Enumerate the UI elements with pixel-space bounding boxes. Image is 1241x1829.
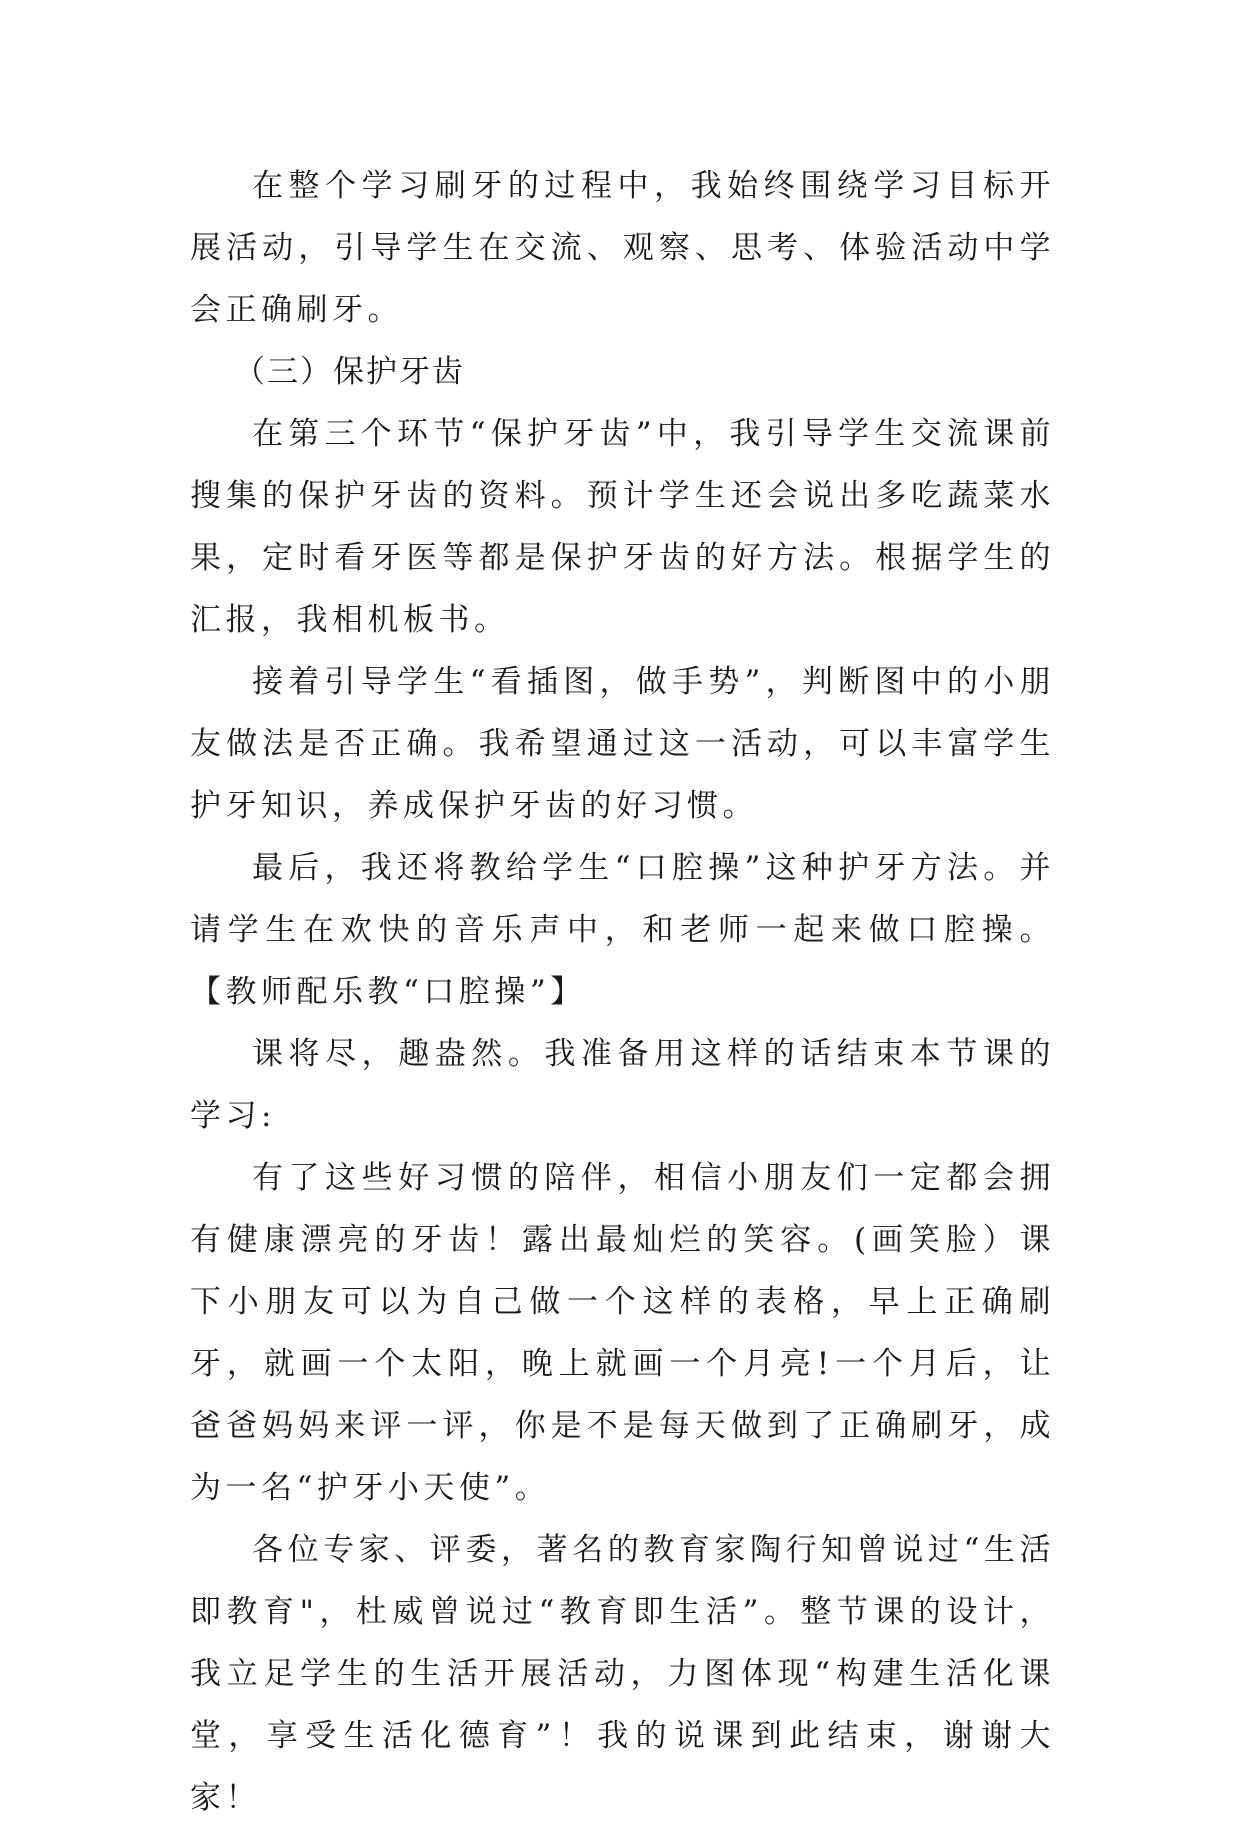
document-body	[190, 155, 1055, 1829]
paragraph-good-habits: 有了这些好习惯的陪伴，相信小朋友们一定都会拥有健康漂亮的牙齿！露出最灿烂的笑容。(画笑脸）课下小朋友可以为自己做一个这样的表格，早上正确刷牙，就画一个太阳，晚上就画一个月亮!一个月后，让爸爸妈妈来评一评，你是不是每天做到了正确刷牙，成为一名“护牙小天使”。	[190, 1160, 1055, 1506]
paragraph-third-step: 在第三个环节“保护牙齿”中，我引导学生交流课前搜集的保护牙齿的资料。预计学生还会说出多吃蔬菜水果，定时看牙医等都是保护牙齿的好方法。根据学生的汇报，我相机板书。	[190, 416, 1055, 638]
paragraph-lesson-ending: 课将尽，趣盎然。我准备用这样的话结束本节课的学习:	[190, 1036, 1055, 1134]
paragraph-brushing-summary: 在整个学习刷牙的过程中，我始终围绕学习目标开展活动，引导学生在交流、观察、思考、体验活动中学会正确刷牙。	[190, 168, 1055, 328]
paragraph-closing-remarks: 各位专家、评委，著名的教育家陶行知曾说过“生活即教育"，杜威曾说过“教育即生活”。整节课的设计，我立足学生的生活开展活动，力图体现“构建生活化课堂，享受生活化德育”！我的说课到此结束，谢谢大家！	[190, 1532, 1055, 1816]
paragraph-oral-exercise: 最后，我还将教给学生“口腔操”这种护牙方法。并请学生在欢快的音乐声中，和老师一起来做口腔操。【教师配乐教“口腔操”】	[190, 850, 1055, 1010]
section-heading-protect-teeth: （三）保护牙齿	[234, 354, 465, 390]
paragraph-illustration-gesture: 接着引导学生“看插图，做手势”，判断图中的小朋友做法是否正确。我希望通过这一活动，可以丰富学生护牙知识，养成保护牙齿的好习惯。	[190, 664, 1055, 824]
